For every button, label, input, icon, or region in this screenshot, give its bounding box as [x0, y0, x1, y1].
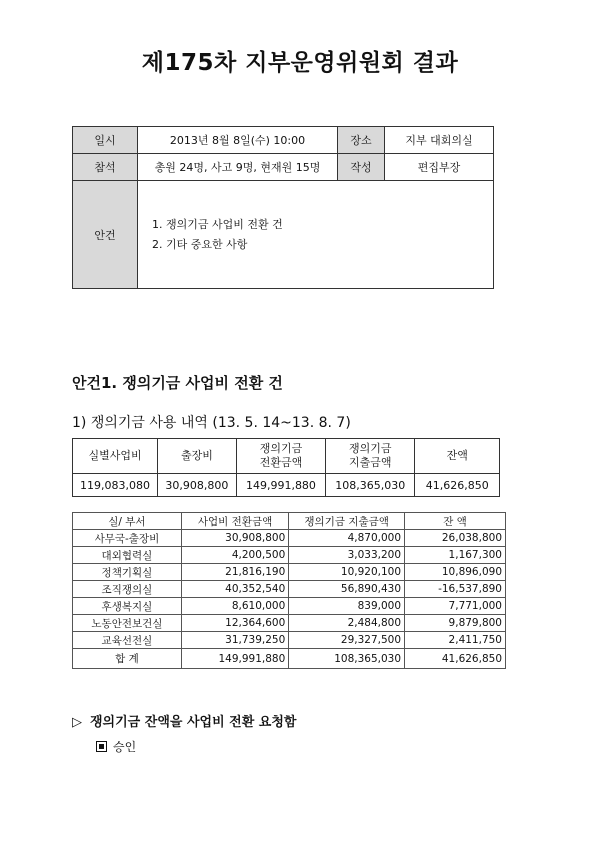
document-title: 제175차 지부운영위원회 결과	[141, 50, 459, 76]
summary-header-cell: 출장비	[158, 439, 237, 474]
meeting-info-table	[72, 126, 494, 289]
summary-value-cell: 41,626,850	[415, 474, 500, 497]
dept-amount-cell: 29,327,500	[289, 632, 405, 649]
dept-amount-cell: 40,352,540	[181, 581, 288, 598]
approval-text: 승인	[113, 740, 137, 754]
agenda-item: 1. 쟁의기금 사업비 전환 건	[152, 217, 283, 231]
dept-name-cell: 후생복지실	[73, 598, 182, 615]
summary-header-cell: 실별사업비	[73, 439, 158, 474]
dept-amount-cell: 839,000	[289, 598, 405, 615]
table-row	[73, 564, 506, 581]
dept-amount-cell: 56,890,430	[289, 581, 405, 598]
request-text: 쟁의기금 잔액을 사업비 전환 요청함	[90, 715, 297, 730]
dept-name-cell: 합 계	[73, 649, 182, 669]
summary-header-row	[73, 439, 500, 474]
summary-value-cell: 108,365,030	[326, 474, 415, 497]
dept-header-row	[73, 513, 506, 530]
section-heading: 안건1. 쟁의기금 사업비 전환 건	[72, 374, 283, 392]
summary-header-cell: 잔액	[415, 439, 500, 474]
dept-total-row	[73, 649, 506, 669]
dept-amount-cell: 10,896,090	[405, 564, 506, 581]
writer-value: 편집부장	[385, 154, 494, 181]
table-row	[73, 530, 506, 547]
dept-header-cell: 실/ 부서	[73, 513, 182, 530]
dept-amount-cell: 108,365,030	[289, 649, 405, 669]
table-row	[73, 632, 506, 649]
checkbox-square-icon	[96, 741, 107, 752]
dept-name-cell: 정책기획실	[73, 564, 182, 581]
dept-amount-cell: 7,771,000	[405, 598, 506, 615]
dept-amount-cell: 9,879,800	[405, 615, 506, 632]
dept-amount-cell: 41,626,850	[405, 649, 506, 669]
dept-amount-cell: 1,167,300	[405, 547, 506, 564]
dept-name-cell: 교육선전실	[73, 632, 182, 649]
agenda-label: 안건	[73, 181, 138, 289]
dept-amount-cell: 30,908,800	[181, 530, 288, 547]
date-value: 2013년 8월 8일(수) 10:00	[138, 127, 338, 154]
dept-amount-cell: 12,364,600	[181, 615, 288, 632]
dept-amount-cell: 21,816,190	[181, 564, 288, 581]
table-row	[73, 598, 506, 615]
dept-amount-cell: 4,870,000	[289, 530, 405, 547]
dept-header-cell: 사업비 전환금액	[181, 513, 288, 530]
dept-name-cell: 대외협력실	[73, 547, 182, 564]
dept-amount-cell: 3,033,200	[289, 547, 405, 564]
summary-header-cell: 쟁의기금 지출금액	[326, 439, 415, 474]
request-line	[72, 711, 296, 730]
department-table	[72, 512, 506, 669]
summary-value-cell: 30,908,800	[158, 474, 237, 497]
dept-amount-cell: 149,991,880	[181, 649, 288, 669]
table-row	[73, 547, 506, 564]
table-row	[73, 581, 506, 598]
attendance-label: 참석	[73, 154, 138, 181]
dept-amount-cell: 31,739,250	[181, 632, 288, 649]
attendance-value: 총원 24명, 사고 9명, 현재원 15명	[138, 154, 338, 181]
dept-amount-cell: 2,484,800	[289, 615, 405, 632]
dept-amount-cell: -16,537,890	[405, 581, 506, 598]
summary-value-cell: 119,083,080	[73, 474, 158, 497]
dept-header-cell: 잔 액	[405, 513, 506, 530]
subheading: 1) 쟁의기금 사용 내역 (13. 5. 14~13. 8. 7)	[72, 415, 351, 431]
approval-line	[96, 738, 136, 755]
agenda-list	[138, 181, 494, 289]
writer-label: 작성	[338, 154, 385, 181]
dept-amount-cell: 4,200,500	[181, 547, 288, 564]
summary-value-row	[73, 474, 500, 497]
table-row	[73, 615, 506, 632]
date-label: 일시	[73, 127, 138, 154]
dept-name-cell: 조직쟁의실	[73, 581, 182, 598]
agenda-item: 2. 기타 중요한 사항	[152, 237, 248, 251]
dept-amount-cell: 8,610,000	[181, 598, 288, 615]
dept-amount-cell: 26,038,800	[405, 530, 506, 547]
summary-header-cell: 쟁의기금 전환금액	[236, 439, 325, 474]
place-value: 지부 대회의실	[385, 127, 494, 154]
dept-name-cell: 사무국-출장비	[73, 530, 182, 547]
dept-amount-cell: 2,411,750	[405, 632, 506, 649]
triangle-marker: ▷	[72, 715, 82, 730]
dept-name-cell: 노동안전보건실	[73, 615, 182, 632]
summary-table	[72, 438, 500, 497]
dept-amount-cell: 10,920,100	[289, 564, 405, 581]
summary-value-cell: 149,991,880	[236, 474, 325, 497]
dept-header-cell: 쟁의기금 지출금액	[289, 513, 405, 530]
place-label: 장소	[338, 127, 385, 154]
